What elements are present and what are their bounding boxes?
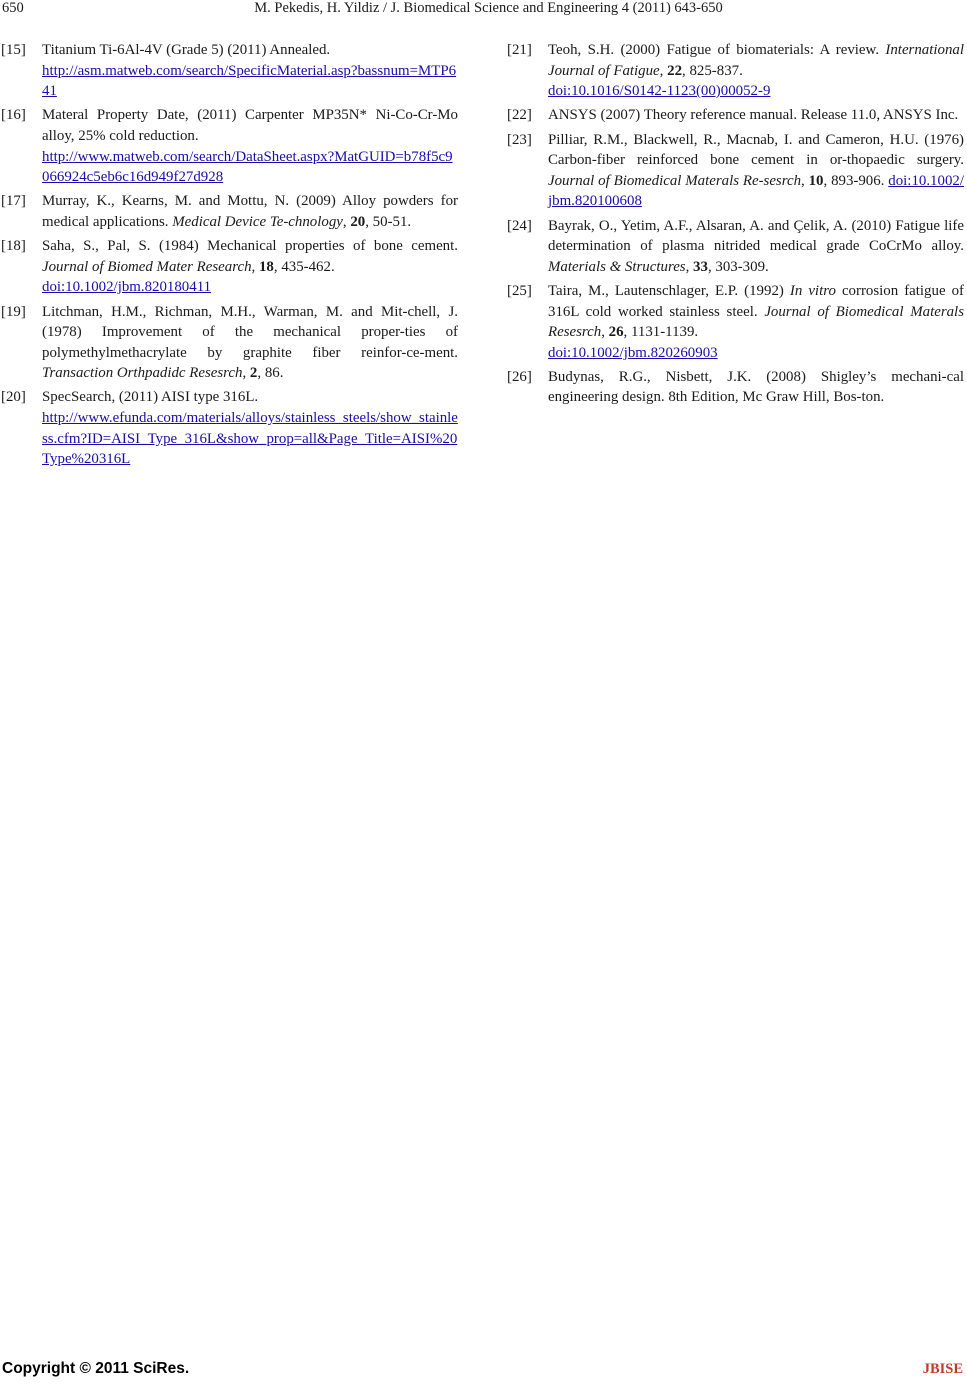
reference-link[interactable]: http://www.matweb.com/search/DataSheet.aspx?MatGUID=b78f5c9066924c5eb6c16d949f27d928	[42, 148, 453, 186]
reference-15	[1, 40, 458, 102]
reference-volume: 26	[608, 324, 624, 341]
reference-journal: International Journal of Fatigue	[548, 42, 964, 79]
reference-text: SpecSearch, (2011) AISI type 316L.	[42, 389, 259, 406]
reference-text: Titanium Ti-6Al-4V (Grade 5) (2011) Annealed.	[42, 42, 331, 58]
reference-link[interactable]: http://asm.matweb.com/search/SpecificMaterial.asp?bassnum=MTP641	[42, 62, 457, 100]
reference-journal: Medical Device Te-chnology	[172, 213, 343, 230]
reference-18: [18] Saha, S., Pal, S. (1984) Mechanical properties of bone cement. Journal of Biomed Mater Research, 18, 435-462. doi:10.1002/jbm.820180411	[1, 238, 458, 296]
reference-journal: Journal of Biomedical Materals Resesrch	[548, 303, 964, 341]
reference-number: [22]	[507, 107, 532, 124]
reference-authors: Taira, M., Lautenschlager, E.P. (1992)	[548, 282, 784, 299]
page-footer	[0, 1360, 967, 1386]
reference-number: [16]	[1, 107, 26, 124]
reference-number: [20]	[1, 389, 26, 406]
reference-italic-phrase: In vitro	[789, 282, 836, 299]
reference-link[interactable]: doi:10.1002/jbm.820260903	[548, 344, 718, 361]
reference-16	[1, 105, 458, 187]
reference-19: [19] Litchman, H.M., Richman, M.H., Warman, M. and Mit-chell, J. (1978) Improvement of the mechanical proper-ties of polymethylmethacrylate by graphite fiber reinfor-ce-ment. Transaction Orthpadidc Resesrch, 2, 86.	[1, 303, 458, 382]
page-number: 650	[2, 0, 24, 16]
reference-pages: , 825-837.	[682, 62, 743, 79]
reference-authors: Murray, K., Kearns, M. and Mottu, N. (2009) Alloy powders for medical applications.	[42, 193, 458, 230]
reference-pages: , 50-51.	[365, 213, 412, 230]
reference-text: Materal Property Date, (2011) Carpenter MP35N* Ni-Co-Cr-Mo alloy, 25% cold reduction.	[42, 107, 458, 144]
reference-pages: , 303-309.	[707, 258, 769, 275]
reference-pages: , 86.	[257, 365, 284, 382]
reference-23: [23] Pilliar, R.M., Blackwell, R., Macnab, I. and Cameron, H.U. (1976) Carbon-fiber reinforced bone cement in or-thopaedic surgery. Journal of Biomedical Materals Re-sesrch, 10, 893-906. doi:10.1002/jbm.820100608	[507, 131, 964, 210]
reference-volume: 2	[249, 365, 258, 382]
reference-22	[507, 105, 964, 126]
reference-20	[1, 387, 458, 469]
reference-journal: Transaction Orthpadidc Resesrch	[42, 365, 243, 382]
reference-journal: Materials & Structures	[548, 258, 686, 275]
reference-text: Budynas, R.G., Nisbett, J.K. (2008) Shigley’s mechani-cal engineering design. 8th Edition, Mc Graw Hill, Bos-ton.	[548, 368, 964, 406]
reference-25: [25] Taira, M., Lautenschlager, E.P. (1992) In vitro corrosion fatigue of 316L cold worked stainless steel. Journal of Biomedical Materals Resesrch, 26, 1131-1139. doi:10.1002/jbm.820260903	[507, 282, 964, 361]
reference-number: [19]	[1, 303, 26, 320]
reference-volume: 18	[258, 258, 274, 275]
reference-journal: Journal of Biomed Mater Research	[42, 258, 252, 275]
page-header	[0, 0, 967, 22]
running-title: M. Pekedis, H. Yildiz / J. Biomedical Science and Engineering 4 (2011) 643-650	[254, 0, 723, 16]
reference-authors: Saha, S., Pal, S. (1984) Mechanical properties of bone cement.	[42, 238, 458, 255]
references-left-column	[1, 40, 458, 473]
reference-volume: 22	[667, 62, 683, 79]
reference-17: [17] Murray, K., Kearns, M. and Mottu, N. (2009) Alloy powders for medical applications. Medical Device Te-chnology, 20, 50-51.	[1, 193, 458, 230]
reference-volume: 33	[693, 258, 708, 275]
references-right-column	[507, 40, 964, 412]
reference-number: [15]	[1, 42, 26, 58]
reference-26	[507, 367, 964, 408]
reference-number: [26]	[507, 368, 532, 385]
reference-link[interactable]: doi:10.1002/jbm.820180411	[42, 279, 212, 296]
reference-volume: 10	[808, 172, 824, 189]
reference-number: [23]	[507, 131, 532, 148]
reference-pages: , 1131-1139.	[623, 324, 699, 341]
copyright-notice: Copyright © 2011 SciRes.	[2, 1360, 190, 1377]
reference-pages: , 893-906.	[823, 172, 885, 189]
reference-21: [21] Teoh, S.H. (2000) Fatigue of biomaterials: A review. International Journal of Fatigue, 22, 825-837. doi:10.1016/S0142-1123(00)00052-9	[507, 42, 964, 100]
reference-journal: Journal of Biomedical Materals Re-sesrch	[548, 172, 802, 189]
journal-abbreviation: JBISE	[922, 1361, 963, 1377]
reference-link[interactable]: doi:10.1016/S0142-1123(00)00052-9	[548, 83, 771, 100]
reference-text: ANSYS (2007) Theory reference manual. Release 11.0, ANSYS Inc.	[548, 107, 959, 124]
reference-number: [18]	[1, 238, 26, 255]
reference-authors: Bayrak, O., Yetim, A.F., Alsaran, A. and Çelik, A. (2010) Fatigue life determination of plasma nitrided medical grade CoCrMo alloy.	[548, 217, 964, 255]
reference-link[interactable]: http://www.efunda.com/materials/alloys/stainless_steels/show_stainless.cfm?ID=AISI_Type_316L&show_prop=all&Page_Title=AISI%20Type%20316L	[42, 410, 458, 468]
reference-number: [24]	[507, 217, 532, 234]
reference-number: [25]	[507, 282, 532, 299]
reference-title: corrosion fatigue of 316L cold worked stainless steel.	[548, 282, 964, 320]
reference-number: [17]	[1, 193, 26, 210]
reference-authors: Litchman, H.M., Richman, M.H., Warman, M. and Mit-chell, J. (1978) Improvement of the mechanical proper-ties of polymethylmethacrylate by graphite fiber reinfor-ce-ment.	[42, 303, 458, 361]
reference-number: [21]	[507, 42, 532, 58]
reference-link[interactable]: doi:10.1002/jbm.820100608	[548, 172, 964, 210]
reference-24: [24] Bayrak, O., Yetim, A.F., Alsaran, A. and Çelik, A. (2010) Fatigue life determination of plasma nitrided medical grade CoCrMo alloy. Materials & Structures, 33, 303-309.	[507, 217, 964, 275]
reference-authors: Teoh, S.H. (2000) Fatigue of biomaterials: A review.	[548, 42, 880, 58]
reference-pages: , 435-462.	[273, 258, 335, 275]
reference-volume: 20	[350, 213, 366, 230]
reference-authors: Pilliar, R.M., Blackwell, R., Macnab, I. and Cameron, H.U. (1976) Carbon-fiber reinforced bone cement in or-thopaedic surgery.	[548, 131, 964, 169]
